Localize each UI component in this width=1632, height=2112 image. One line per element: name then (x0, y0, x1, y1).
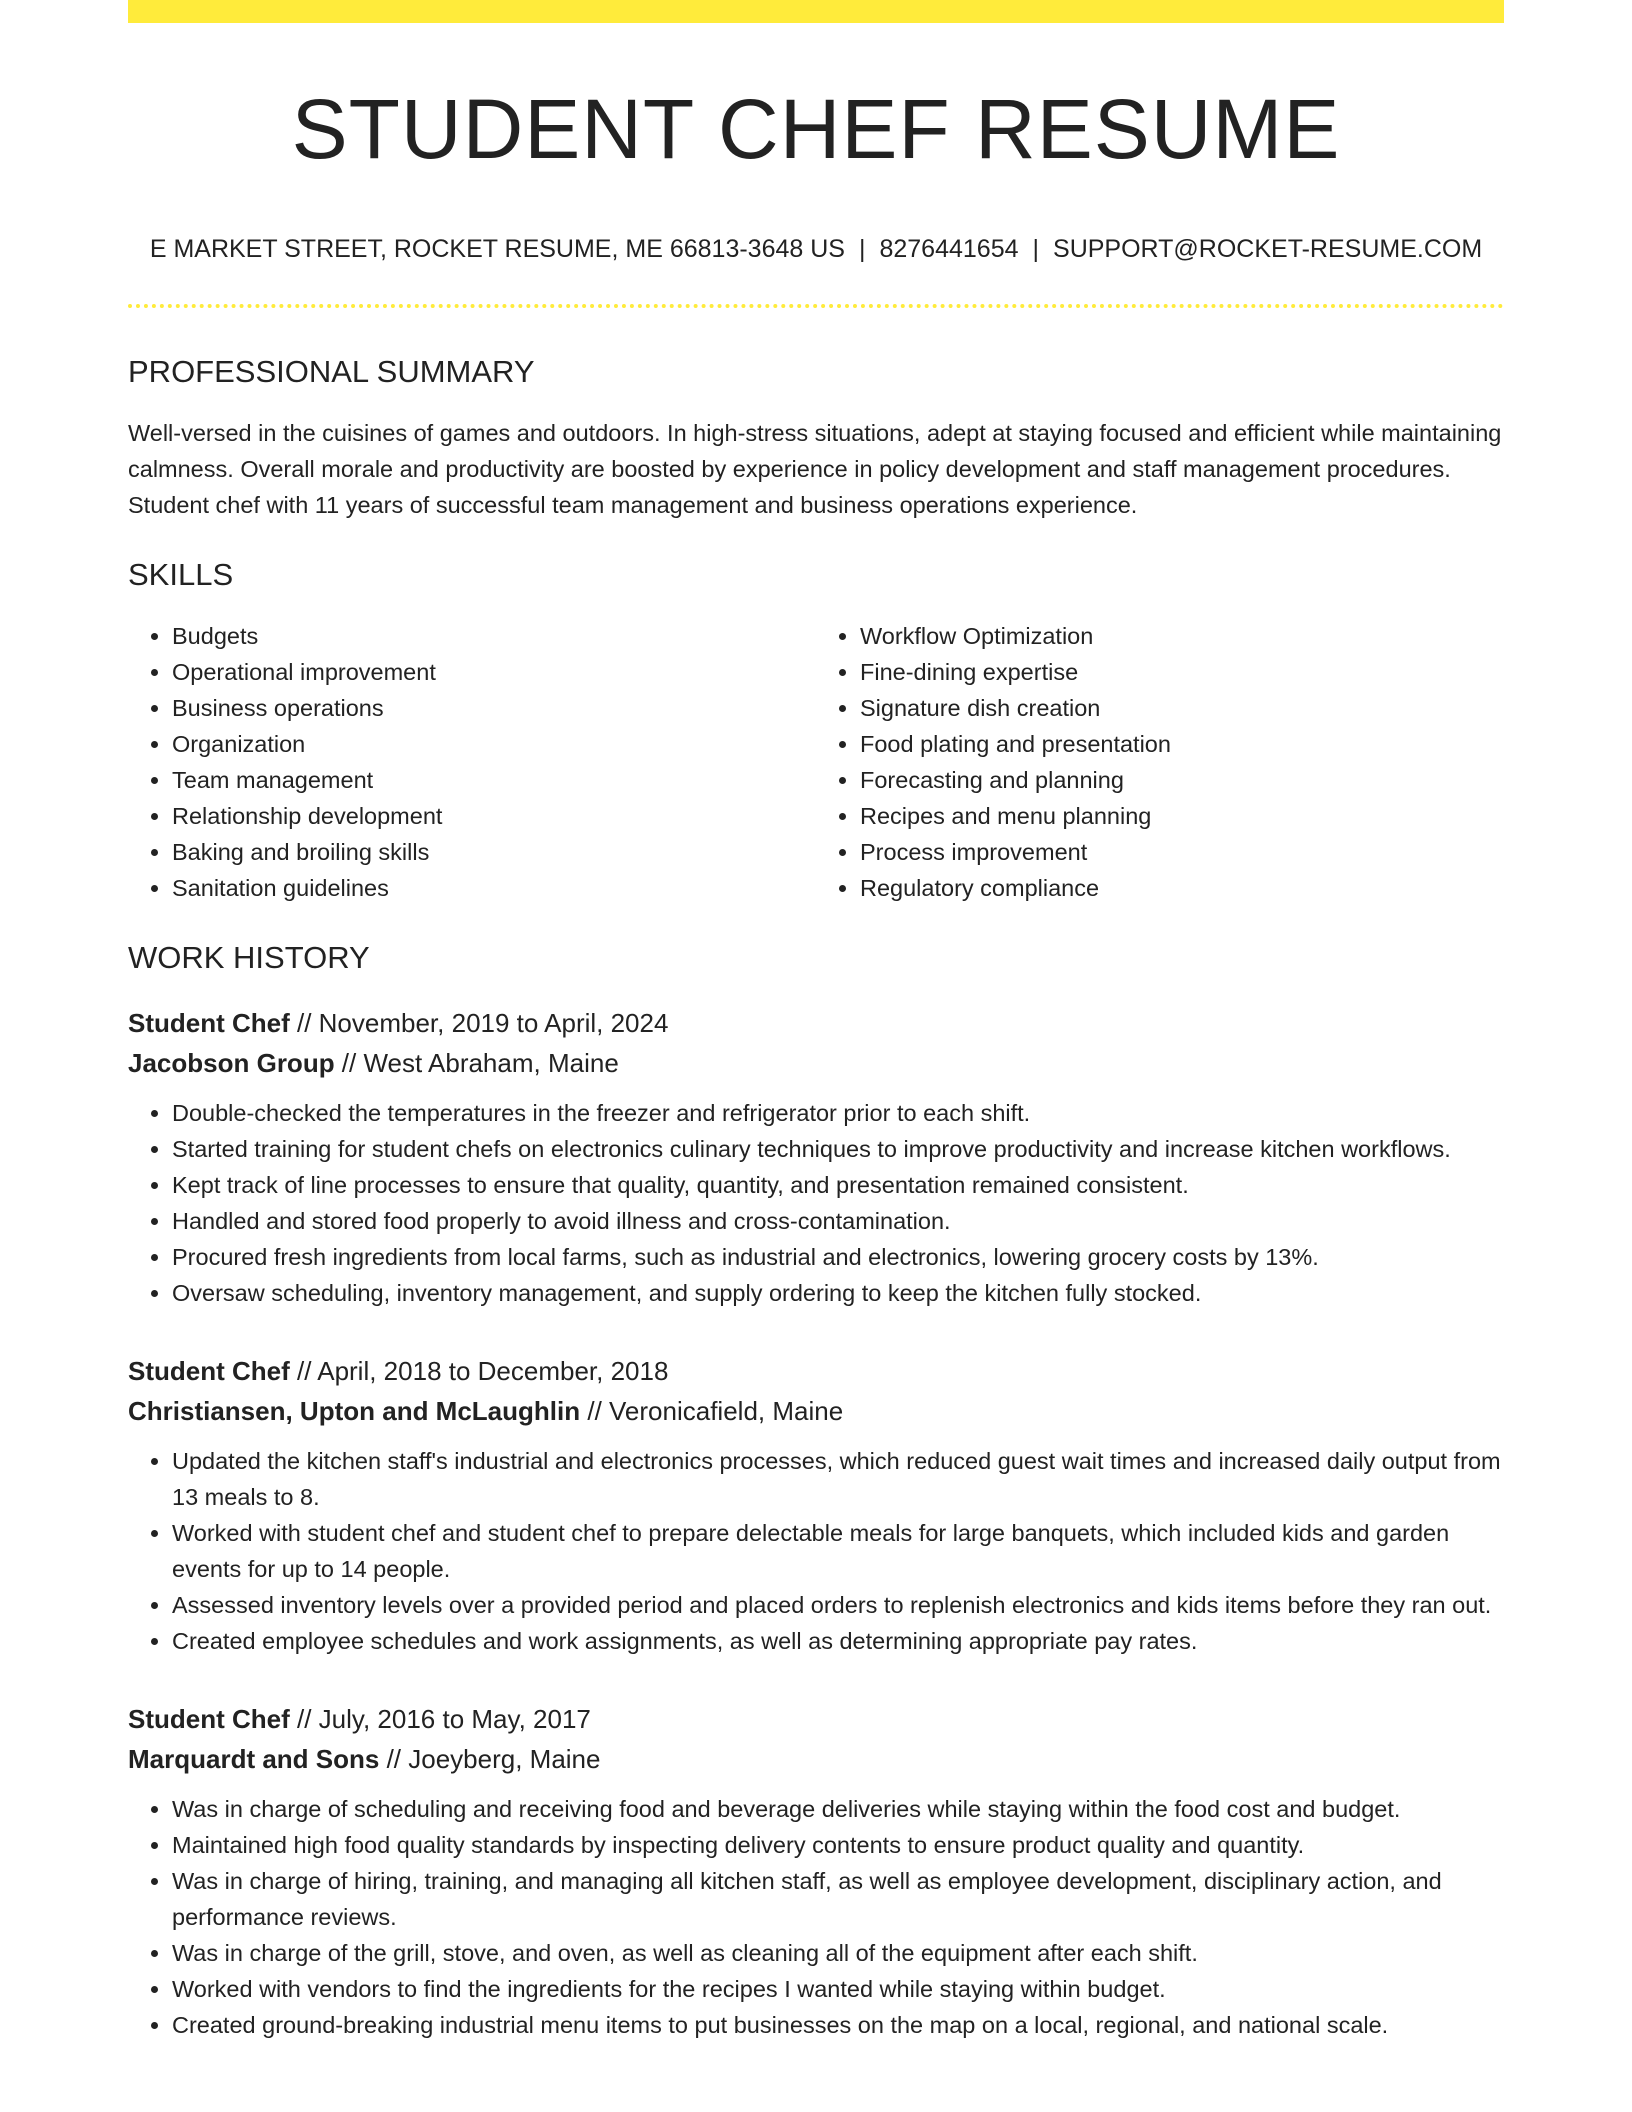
job-location: // Veronicafield, Maine (580, 1396, 844, 1426)
skill-item: • Baking and broiling skills (172, 834, 816, 870)
job-company-line (128, 1043, 1504, 1083)
job-bullet: • Oversaw scheduling, inventory management, and supply ordering to keep the kitchen fully stocked. (172, 1275, 1504, 1311)
skill-item: • Forecasting and planning (860, 762, 1504, 798)
job-company-line (128, 1739, 1504, 1779)
skill-item: • Regulatory compliance (860, 870, 1504, 906)
job-bullet: • Handled and stored food properly to avoid illness and cross-contamination. (172, 1203, 1504, 1239)
skill-item: • Team management (172, 762, 816, 798)
job-dates: // July, 2016 to May, 2017 (289, 1704, 591, 1734)
contact-phone: 8276441654 (879, 235, 1019, 263)
work-history-heading: WORK HISTORY (128, 940, 370, 975)
job-bullet: • Worked with student chef and student chef to prepare delectable meals for large banquets, which included kids and garden events for up to 14 people. (172, 1515, 1504, 1587)
job-entry (128, 1003, 1504, 1311)
contact-email: SUPPORT@ROCKET-RESUME.COM (1053, 235, 1483, 263)
job-company: Marquardt and Sons (128, 1744, 380, 1774)
resume-title: STUDENT CHEF RESUME (291, 82, 1341, 176)
skill-item: • Budgets (172, 618, 816, 654)
skill-item: • Process improvement (860, 834, 1504, 870)
job-bullet: • Created employee schedules and work assignments, as well as determining appropriate pay rates. (172, 1623, 1504, 1659)
job-bullets (128, 1443, 1504, 1659)
job-company: Christiansen, Upton and McLaughlin (128, 1396, 581, 1426)
job-location: // West Abraham, Maine (334, 1048, 619, 1078)
job-bullet: • Worked with vendors to find the ingredients for the recipes I wanted while staying within budget. (172, 1971, 1504, 2007)
skills-column-right (816, 618, 1504, 906)
skill-item: • Signature dish creation (860, 690, 1504, 726)
accent-bar (128, 0, 1504, 23)
job-bullet: • Double-checked the temperatures in the freezer and refrigerator prior to each shift. (172, 1095, 1504, 1131)
skill-item: • Fine-dining expertise (860, 654, 1504, 690)
job-bullet: • Assessed inventory levels over a provided period and placed orders to replenish electronics and kids items before they ran out. (172, 1587, 1504, 1623)
resume-page (128, 0, 1504, 2043)
job-entry (128, 1351, 1504, 1659)
skill-item: • Operational improvement (172, 654, 816, 690)
job-entry (128, 1699, 1504, 2043)
job-bullets (128, 1791, 1504, 2043)
job-bullet: • Started training for student chefs on electronics culinary techniques to improve productivity and increase kitchen workflows. (172, 1131, 1504, 1167)
job-dates: // November, 2019 to April, 2024 (289, 1008, 669, 1038)
skill-item: • Sanitation guidelines (172, 870, 816, 906)
contact-address: E MARKET STREET, ROCKET RESUME, ME 66813-3648 US (149, 235, 845, 263)
skills-column-left (128, 618, 816, 906)
job-role-line (128, 1003, 1504, 1043)
skill-item: • Organization (172, 726, 816, 762)
job-bullet: • Maintained high food quality standards by inspecting delivery contents to ensure product quality and quantity. (172, 1827, 1504, 1863)
job-dates: // April, 2018 to December, 2018 (289, 1356, 669, 1386)
skill-item: • Recipes and menu planning (860, 798, 1504, 834)
job-role-line (128, 1351, 1504, 1391)
skill-item: • Relationship development (172, 798, 816, 834)
contact-separator: | (1032, 235, 1040, 263)
job-bullet: • Was in charge of hiring, training, and managing all kitchen staff, as well as employee development, disciplinary action, and performance reviews. (172, 1863, 1504, 1935)
job-bullet: • Procured fresh ingredients from local farms, such as industrial and electronics, lowering grocery costs by 13%. (172, 1239, 1504, 1275)
contact-separator: | (858, 235, 866, 263)
job-role: Student Chef (128, 1704, 290, 1734)
job-bullet: • Updated the kitchen staff's industrial and electronics processes, which reduced guest wait times and increased daily output from 13 meals to 8. (172, 1443, 1504, 1515)
skill-item: • Business operations (172, 690, 816, 726)
job-bullet: • Created ground-breaking industrial menu items to put businesses on the map on a local, regional, and national scale. (172, 2007, 1504, 2043)
job-role: Student Chef (128, 1356, 290, 1386)
contact-line (128, 237, 1504, 262)
job-role: Student Chef (128, 1008, 290, 1038)
skill-item: • Workflow Optimization (860, 618, 1504, 654)
job-company: Jacobson Group (128, 1048, 335, 1078)
job-location: // Joeyberg, Maine (379, 1744, 601, 1774)
job-bullet: • Kept track of line processes to ensure that quality, quantity, and presentation remained consistent. (172, 1167, 1504, 1203)
skill-item: • Food plating and presentation (860, 726, 1504, 762)
job-bullets (128, 1095, 1504, 1311)
job-bullet: • Was in charge of scheduling and receiving food and beverage deliveries while staying within the food cost and budget. (172, 1791, 1504, 1827)
summary-heading: PROFESSIONAL SUMMARY (128, 354, 535, 389)
summary-text: Well-versed in the cuisines of games and outdoors. In high-stress situations, adept at staying focused and efficient while maintaining calmness. Overall morale and productivity are boosted by experience in policy development and staff management procedures. Student chef with 11 years of successful team management and business operations experience. (128, 420, 1502, 518)
job-bullet: • Was in charge of the grill, stove, and oven, as well as cleaning all of the equipment after each shift. (172, 1935, 1504, 1971)
job-company-line (128, 1391, 1504, 1431)
skills-list (128, 618, 1504, 906)
dotted-divider (128, 304, 1504, 308)
skills-heading: SKILLS (128, 557, 234, 592)
job-role-line (128, 1699, 1504, 1739)
